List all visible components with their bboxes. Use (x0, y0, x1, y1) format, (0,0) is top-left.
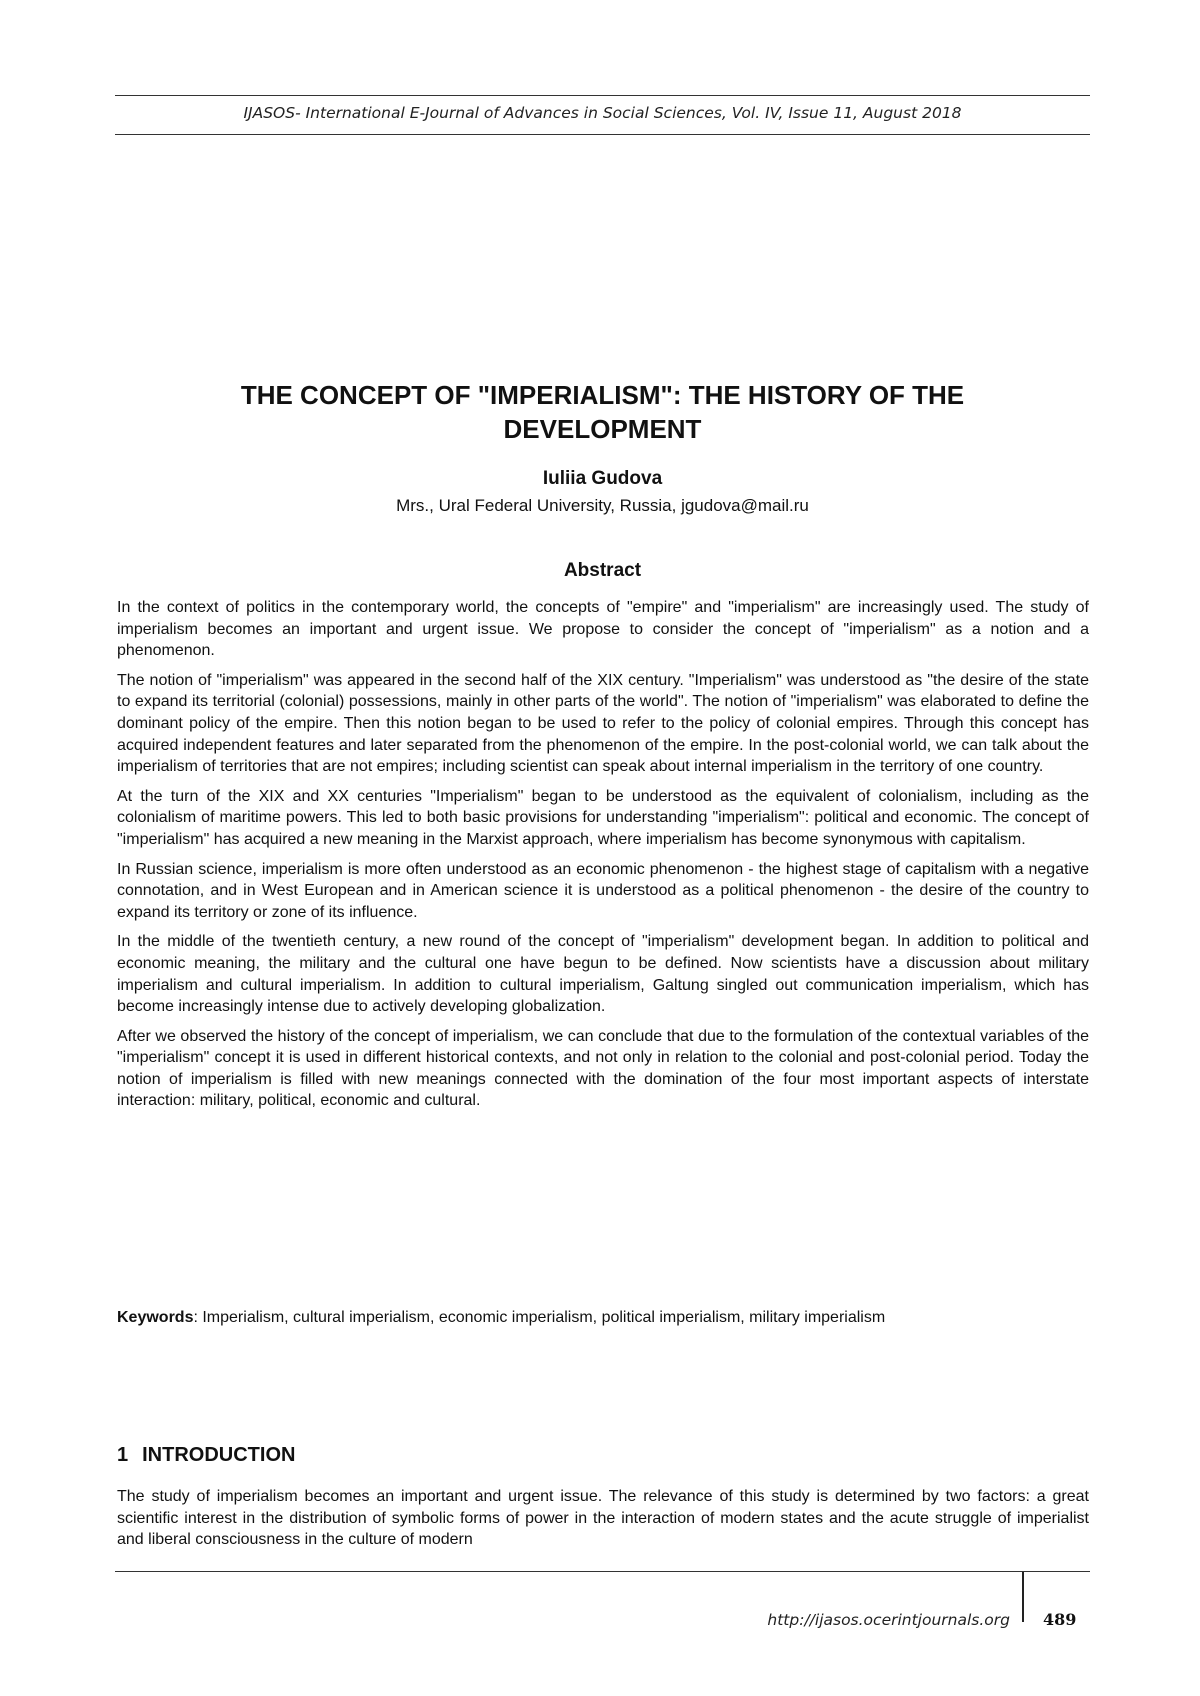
abstract-paragraph: After we observed the history of the concept of imperialism, we can conclude that due to the formulation of the contextual variables of the "imperialism" concept it is used in different historical contexts, and not only in relation to the colonial and post-colonial period. Today the notion of imperialism is filled with new meanings connected with the domination of the four most important aspects of interstate interaction: military, political, economic and cultural. (117, 1027, 1089, 1110)
section-title: INTRODUCTION (142, 1444, 296, 1466)
article-title-line-2: DEVELOPMENT (503, 414, 702, 444)
footer-separator (1022, 1572, 1024, 1622)
footer-rule (115, 1571, 1090, 1572)
abstract-paragraph: At the turn of the XIX and XX centuries "Imperialism" began to be understood as the equivalent of colonialism, including as the colonialism of maritime powers. This led to both basic provisions for understanding "imperialism": political and economic. The concept of "imperialism" has acquired a new meaning in the Marxist approach, where imperialism has become synonymous with capitalism. (117, 787, 1089, 848)
author-name: Iuliia Gudova (542, 468, 663, 489)
author-affiliation: Mrs., Ural Federal University, Russia, jgudova@mail.ru (396, 496, 809, 515)
introduction-body (117, 1486, 1089, 1551)
keywords (117, 1307, 1089, 1329)
journal-url-link[interactable]: http://ijasos.ocerintjournals.org (767, 1611, 1010, 1629)
page-number: 489 (1043, 1610, 1077, 1629)
article-title (115, 378, 1090, 446)
section-heading (117, 1444, 309, 1467)
abstract-paragraph: In the context of politics in the contemporary world, the concepts of "empire" and "imperialism" are increasingly used. The study of imperialism becomes an important and urgent issue. We propose to consider the concept of "imperialism" as a notion and a phenomenon. (117, 599, 1089, 660)
keywords-label: Keywords (117, 1309, 194, 1326)
keywords-list: : Imperialism, cultural imperialism, economic imperialism, political imperialism, military imperialism (193, 1309, 886, 1326)
abstract-paragraph: In Russian science, imperialism is more often understood as an economic phenomenon - the highest stage of capitalism with a negative connotation, and in West European and in American science it is understood as a political phenomenon - the desire of the country to expand its territory or zone of its influence. (117, 860, 1089, 921)
header-bottom-rule (115, 134, 1090, 135)
abstract-heading: Abstract (563, 560, 642, 581)
abstract-paragraph: In the middle of the twentieth century, a new round of the concept of "imperialism" development began. In addition to political and economic meaning, the military and the cultural one have begun to be defined. Now scientists have a discussion about military imperialism and cultural imperialism. In addition to cultural imperialism, Galtung singled out communication imperialism, which has become increasingly intense due to actively developing globalization. (117, 933, 1089, 1016)
abstract-paragraph: The notion of "imperialism" was appeared in the second half of the XIX century. "Imperialism" was understood as "the desire of the state to expand its territorial (colonial) possessions, mainly in other parts of the world". The notion of "imperialism" was elaborated to define the dominant policy of the empire. Then this notion began to be used to refer to the policy of colonial empires. Through this concept has acquired independent features and later separated from the phenomenon of the empire. In the post-colonial world, we can talk about the imperialism of territories that are not empires; including scientist can speak about internal imperialism in the territory of one country. (117, 671, 1089, 776)
header-top-rule (115, 95, 1090, 96)
section-number: 1 (117, 1444, 129, 1466)
article-title-line-1: THE CONCEPT OF "IMPERIALISM": THE HISTORY OF THE (240, 380, 965, 410)
running-head: IJASOS- International E-Journal of Advances in Social Sciences, Vol. IV, Issue 11, August 2018 (243, 104, 962, 122)
abstract-body (117, 597, 1089, 1120)
introduction-paragraph: The study of imperialism becomes an important and urgent issue. The relevance of this study is determined by two factors: a great scientific interest in the distribution of symbolic forms of power in the interaction of modern states and the acute struggle of imperialist and liberal consciousness in the culture of modern (117, 1488, 1089, 1549)
